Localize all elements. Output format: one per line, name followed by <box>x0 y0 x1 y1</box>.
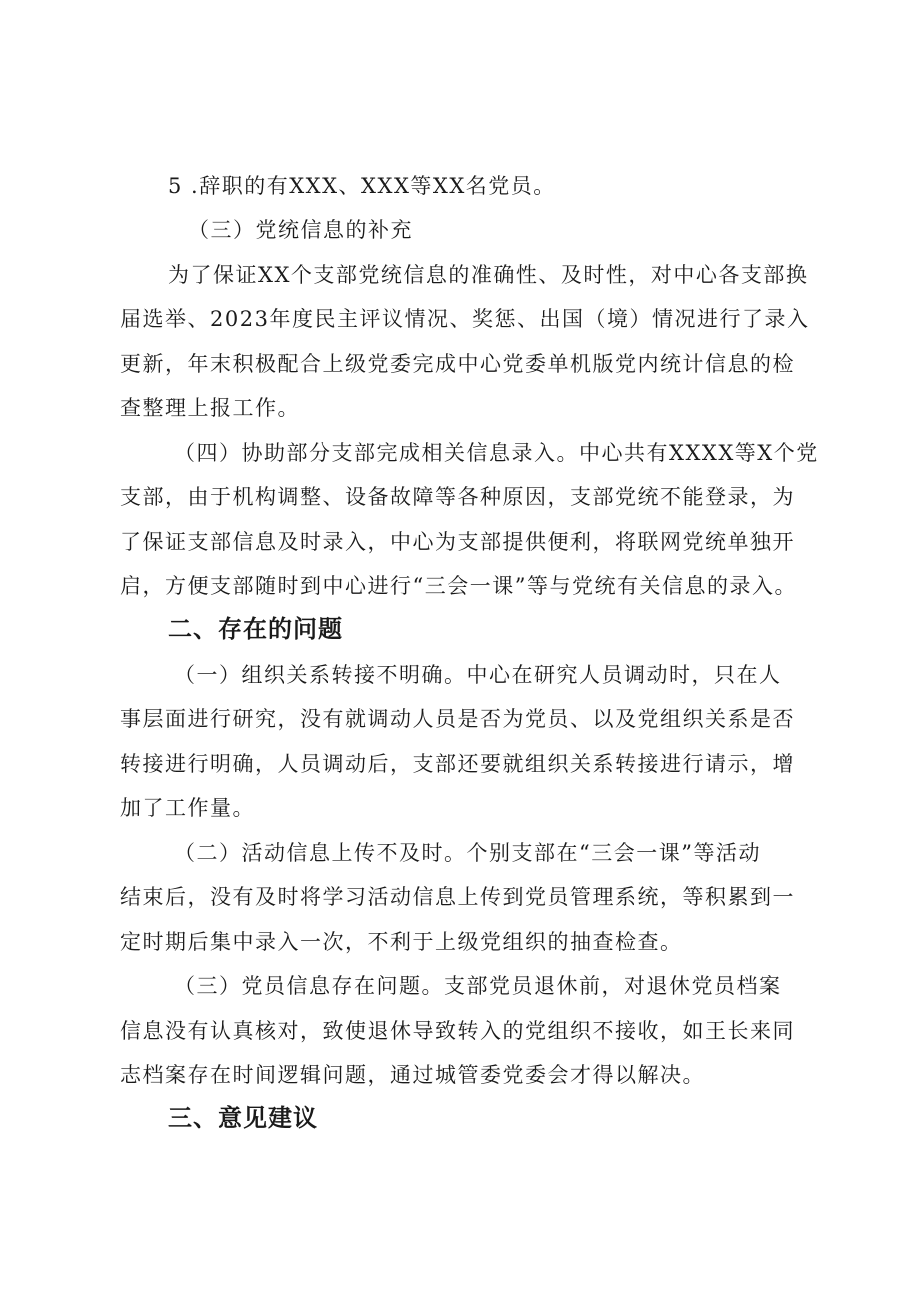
paragraph-line: 加了工作量。 <box>120 796 255 820</box>
paragraph-line: （四）协助部分支部完成相关信息录入。中心共有XXXX等X个党 <box>174 441 819 465</box>
paragraph-line: 事层面进行研究，没有就调动人员是否为党员、以及党组织关系是否 <box>120 707 795 731</box>
paragraph-line: 转接进行明确，人员调动后，支部还要就组织关系转接进行请示，增 <box>120 752 795 776</box>
paragraph-line: 志档案存在时间逻辑问题，通过城管委党委会才得以解决。 <box>120 1063 705 1087</box>
section-title-3: 三、意见建议 <box>168 1104 318 1132</box>
paragraph-line: 支部，由于机构调整、设备故障等各种原因，支部党统不能登录，为 <box>120 485 795 509</box>
section-title-2: 二、存在的问题 <box>168 615 343 643</box>
paragraph-line: 启，方便支部随时到中心进行“三会一课”等与党统有关信息的录入。 <box>120 574 797 598</box>
paragraph-line: 届选举、2023年度民主评议情况、奖惩、出国（境）情况进行了录入 <box>120 307 810 331</box>
paragraph-line: （二）活动信息上传不及时。个别支部在“三会一课”等活动 <box>174 841 761 865</box>
paragraph-line: 了保证支部信息及时录入，中心为支部提供便利，将联网党统单独开 <box>120 530 795 554</box>
paragraph-line: 定时期后集中录入一次，不利于上级党组织的抽查检查。 <box>120 930 683 954</box>
paragraph-line: （三）党员信息存在问题。支部党员退休前，对退休党员档案 <box>174 974 782 998</box>
paragraph-line: 结束后，没有及时将学习活动信息上传到党员管理系统，等积累到一 <box>120 885 795 909</box>
list-item-5: 5 .辞职的有XXX、XXX等XX名党员。 <box>168 174 556 198</box>
subsection-title-3: （三）党统信息的补充 <box>188 218 413 242</box>
paragraph-line: （一）组织关系转接不明确。中心在研究人员调动时，只在人 <box>174 663 782 687</box>
paragraph-line: 为了保证XX个支部党统信息的准确性、及时性，对中心各支部换 <box>168 263 809 287</box>
paragraph-line: 更新，年末积极配合上级党委完成中心党委单机版党内统计信息的检 <box>120 352 795 376</box>
paragraph-line: 查整理上报工作。 <box>120 396 300 420</box>
paragraph-line: 信息没有认真核对，致使退休导致转入的党组织不接收，如王长来同 <box>120 1019 795 1043</box>
